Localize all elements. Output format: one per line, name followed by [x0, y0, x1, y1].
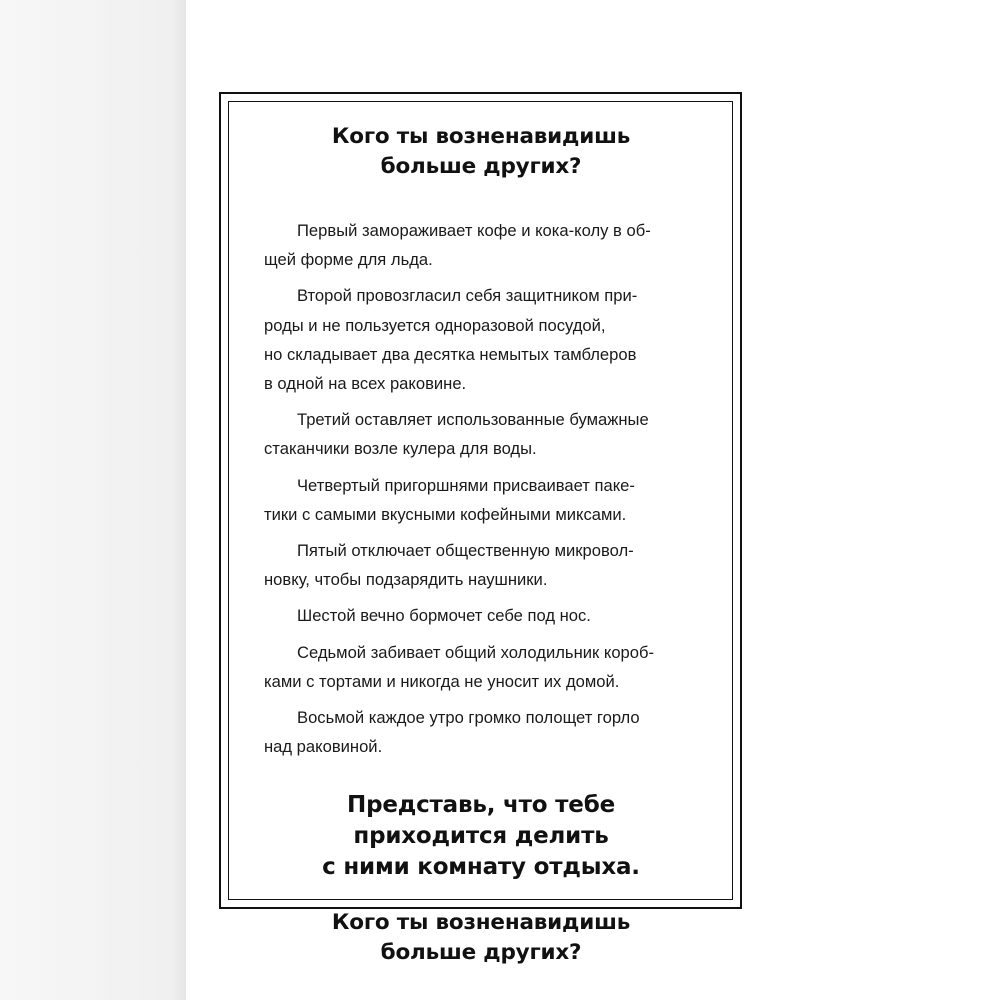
paragraph-line: щей форме для льда.	[264, 250, 433, 270]
paragraph-line: Третий оставляет использованные бумажные	[297, 410, 649, 430]
page-content	[256, 122, 706, 968]
bottom-heading-line-2: больше других?	[380, 940, 582, 966]
bottom-heading-line-1: Кого ты возненавидишь	[331, 910, 631, 936]
paragraph-line: Первый замораживает кофе и кока-колу в об-	[297, 221, 651, 240]
paragraph-sixth	[264, 601, 706, 630]
closing-line-2: приходится делить	[353, 823, 609, 850]
top-heading-line-1: Кого ты возненавидишь	[331, 124, 631, 149]
paragraph-line: Седьмой забивает общий холодильник короб-	[297, 642, 655, 662]
paragraph-line: новку, чтобы подзарядить наушники.	[264, 570, 548, 590]
paragraph-third	[264, 405, 706, 463]
page-gutter-shadow	[0, 0, 186, 1000]
body-text	[256, 216, 706, 761]
paragraph-line: Пятый отключает общественную микровол-	[297, 541, 634, 561]
paragraph-line: роды и не пользуется одноразовой посудой,	[264, 315, 606, 335]
paragraph-fourth	[264, 471, 706, 529]
closing-line-3: с ними комнату отдыха.	[322, 854, 640, 881]
bottom-heading	[256, 908, 706, 968]
paragraph-line: Восьмой каждое утро громко полощет горло	[297, 708, 640, 728]
paragraph-line: Четвертый пригоршнями присваивает паке-	[297, 475, 635, 495]
top-heading-line-2: больше других?	[380, 154, 582, 179]
closing-statement	[256, 790, 706, 883]
paragraph-eighth	[264, 703, 706, 761]
paragraph-seventh	[264, 638, 706, 696]
paragraph-line: в одной на всех раковине.	[264, 374, 467, 394]
paragraph-first	[264, 216, 706, 274]
closing-line-1: Представь, что тебе	[347, 792, 615, 819]
paragraph-line: ками с тортами и никогда не уносит их домой.	[264, 671, 620, 691]
paragraph-line: Шестой вечно бормочет себе под нос.	[297, 606, 591, 626]
top-heading	[256, 122, 706, 182]
paragraph-second	[264, 281, 706, 398]
paragraph-line: стаканчики возле кулера для воды.	[264, 439, 537, 459]
paragraph-fifth	[264, 536, 706, 594]
paragraph-line: но складывает два десятка немытых тамблеров	[264, 344, 637, 364]
paragraph-line: тики с самыми вкусными кофейными миксами.	[264, 504, 627, 524]
paragraph-line: Второй провозгласил себя защитником при-	[297, 286, 638, 306]
paragraph-line: над раковиной.	[264, 737, 383, 757]
